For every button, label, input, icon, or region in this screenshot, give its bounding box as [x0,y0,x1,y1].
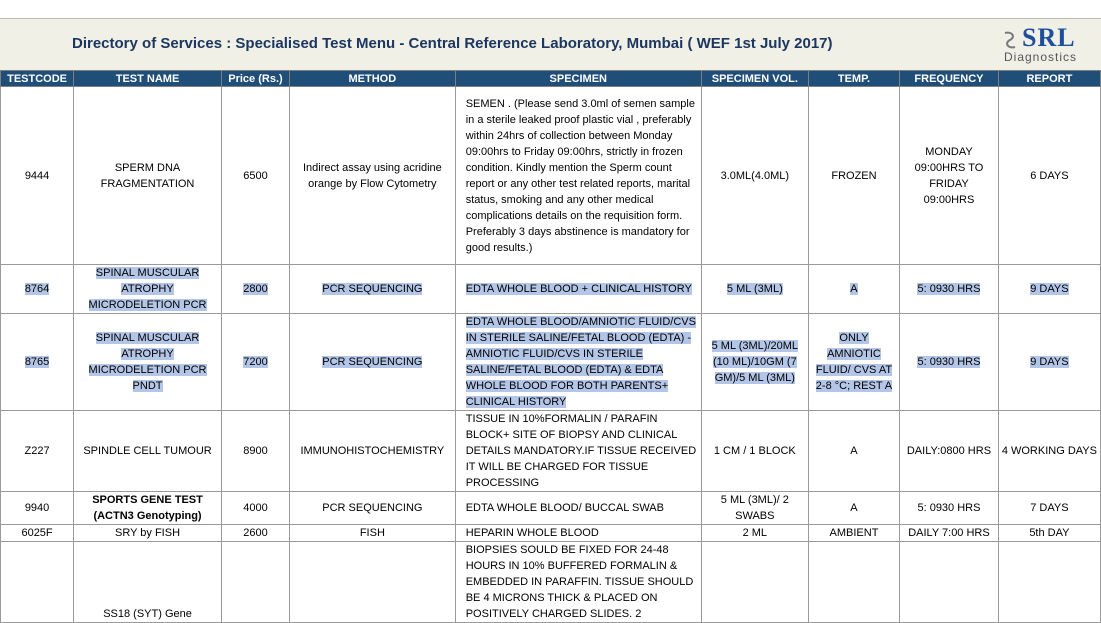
cell-test-name[interactable]: SPINDLE CELL TUMOUR [74,411,222,492]
table-row [1,265,1101,314]
cell-test-name[interactable]: SRY by FISH [74,525,222,542]
srl-logo [1000,25,1101,65]
cell-testcode[interactable]: 8765 [1,314,74,411]
cell-price[interactable]: 4000 [221,492,289,525]
cell-method[interactable]: IMMUNOHISTOCHEMISTRY [290,411,456,492]
table-row [1,314,1101,411]
col-header-testcode[interactable]: TESTCODE [1,71,74,87]
cell-specimen-volume[interactable]: 3.0ML(4.0ML) [701,87,808,265]
cell-price[interactable]: 6500 [221,87,289,265]
col-header-specimen[interactable]: SPECIMEN [455,71,701,87]
cell-specimen[interactable]: SEMEN . (Please send 3.0ml of semen sample in a sterile leaked proof plastic vial , preferably within 24hrs of collection between Monday 09:00hrs to Friday 09:00hrs, strictly in frozen condition. Kindly mention the Sperm count report or any other test related reports, marital status, smoking and any other medical complications details on the requisition form. Preferably 3 days abstinence is mandatory for good results.) [455,87,701,265]
logo-subtitle: Diagnostics [1004,50,1078,64]
logo-brand: SRL [1022,25,1076,52]
cell-testcode[interactable]: 9444 [1,87,74,265]
cell-price[interactable]: 2800 [221,265,289,314]
cell-method[interactable]: PCR SEQUENCING [290,265,456,314]
cell-price[interactable] [221,542,289,623]
cell-specimen[interactable]: EDTA WHOLE BLOOD/ BUCCAL SWAB [455,492,701,525]
cell-frequency[interactable] [900,542,999,623]
cell-test-name[interactable]: SPORTS GENE TEST (ACTN3 Genotyping) [74,492,222,525]
cell-frequency[interactable]: 5: 0930 HRS [900,314,999,411]
col-header-method[interactable]: METHOD [290,71,456,87]
cell-method[interactable]: FISH [290,525,456,542]
col-header-report[interactable]: REPORT [998,71,1100,87]
cell-specimen[interactable]: TISSUE IN 10%FORMALIN / PARAFIN BLOCK+ SITE OF BIOPSY AND CLINICAL DETAILS MANDATORY.IF TISSUE RECEIVED IT WILL BE CHARGED FOR TISSUE PROCESSING [455,411,701,492]
cell-report[interactable]: 9 DAYS [998,265,1100,314]
cell-report[interactable]: 4 WORKING DAYS [998,411,1100,492]
cell-specimen-volume[interactable] [701,542,808,623]
cell-report[interactable]: 5th DAY [998,525,1100,542]
cell-specimen-volume[interactable]: 5 ML (3ML)/20ML (10 ML)/10GM (7 GM)/5 ML (3ML) [701,314,808,411]
cell-specimen-volume[interactable]: 5 ML (3ML) [701,265,808,314]
cell-temp[interactable]: A [808,492,899,525]
cell-temp[interactable]: AMBIENT [808,525,899,542]
cell-specimen-volume[interactable]: 1 CM / 1 BLOCK [701,411,808,492]
table-row [1,542,1101,623]
cell-report[interactable]: 7 DAYS [998,492,1100,525]
cell-specimen[interactable]: HEPARIN WHOLE BLOOD [455,525,701,542]
cell-frequency[interactable]: DAILY 7:00 HRS [900,525,999,542]
cell-frequency[interactable]: 5: 0930 HRS [900,265,999,314]
cell-specimen[interactable]: EDTA WHOLE BLOOD/AMNIOTIC FLUID/CVS IN STERILE SALINE/FETAL BLOOD (EDTA) - AMNIOTIC FLUID/CVS IN STERILE SALINE/FETAL BLOOD (EDTA) & EDTA WHOLE BLOOD FOR BOTH PARENTS+ CLINICAL HISTORY [455,314,701,411]
col-header-temp[interactable]: TEMP. [808,71,899,87]
cell-testcode[interactable]: Z227 [1,411,74,492]
cell-test-name[interactable]: SPINAL MUSCULAR ATROPHY MICRODELETION PCR [74,265,222,314]
cell-frequency[interactable]: 5: 0930 HRS [900,492,999,525]
cell-method[interactable] [290,542,456,623]
cell-specimen[interactable]: BIOPSIES SOULD BE FIXED FOR 24-48 HOURS IN 10% BUFFERED FORMALIN & EMBEDDED IN PARAFFIN. TISSUE SHOULD BE 4 MICRONS THICK & PLACED ON POSITIVELY CHARGED SLIDES. 2 [455,542,701,623]
cell-specimen-volume[interactable]: 5 ML (3ML)/ 2 SWABS [701,492,808,525]
cell-price[interactable]: 7200 [221,314,289,411]
cell-testcode[interactable]: 8764 [1,265,74,314]
page-title: Directory of Services : Specialised Test Menu - Central Reference Laboratory, Mumbai ( WEF 1st July 2017) [72,35,833,52]
cell-method[interactable]: PCR SEQUENCING [290,314,456,411]
cell-price[interactable]: 2600 [221,525,289,542]
cell-temp[interactable]: A [808,265,899,314]
col-header-frequency[interactable]: FREQUENCY [900,71,999,87]
cell-testcode[interactable]: 6025F [1,525,74,542]
table-row [1,492,1101,525]
col-header-price[interactable]: Price (Rs.) [221,71,289,87]
cell-method[interactable]: Indirect assay using acridine orange by Flow Cytometry [290,87,456,265]
header-row [1,71,1101,87]
cell-price[interactable]: 8900 [221,411,289,492]
cell-report[interactable]: 9 DAYS [998,314,1100,411]
cell-method[interactable]: PCR SEQUENCING [290,492,456,525]
table-row [1,87,1101,265]
cell-report[interactable] [998,542,1100,623]
title-bar [0,18,1101,72]
cell-testcode[interactable]: 9940 [1,492,74,525]
col-header-test-name[interactable]: TEST NAME [74,71,222,87]
cell-test-name[interactable]: SPERM DNA FRAGMENTATION [74,87,222,265]
col-header-specimen-volume[interactable]: SPECIMEN VOL. [701,71,808,87]
cell-test-name[interactable]: SPINAL MUSCULAR ATROPHY MICRODELETION PCR PNDT [74,314,222,411]
cell-temp[interactable]: FROZEN [808,87,899,265]
cell-specimen[interactable]: EDTA WHOLE BLOOD + CLINICAL HISTORY [455,265,701,314]
cell-temp[interactable]: A [808,411,899,492]
logo-swirl-icon [1002,29,1018,51]
cell-test-name[interactable]: SS18 (SYT) Gene [74,542,222,623]
services-table [0,70,1101,623]
cell-report[interactable]: 6 DAYS [998,87,1100,265]
table-row [1,411,1101,492]
table-row [1,525,1101,542]
cell-temp[interactable] [808,542,899,623]
cell-frequency[interactable]: DAILY:0800 HRS [900,411,999,492]
cell-testcode[interactable] [1,542,74,623]
cell-specimen-volume[interactable]: 2 ML [701,525,808,542]
cell-frequency[interactable]: MONDAY 09:00HRS TO FRIDAY 09:00HRS [900,87,999,265]
cell-temp[interactable]: ONLY AMNIOTIC FLUID/ CVS AT 2-8 °C; REST A [808,314,899,411]
